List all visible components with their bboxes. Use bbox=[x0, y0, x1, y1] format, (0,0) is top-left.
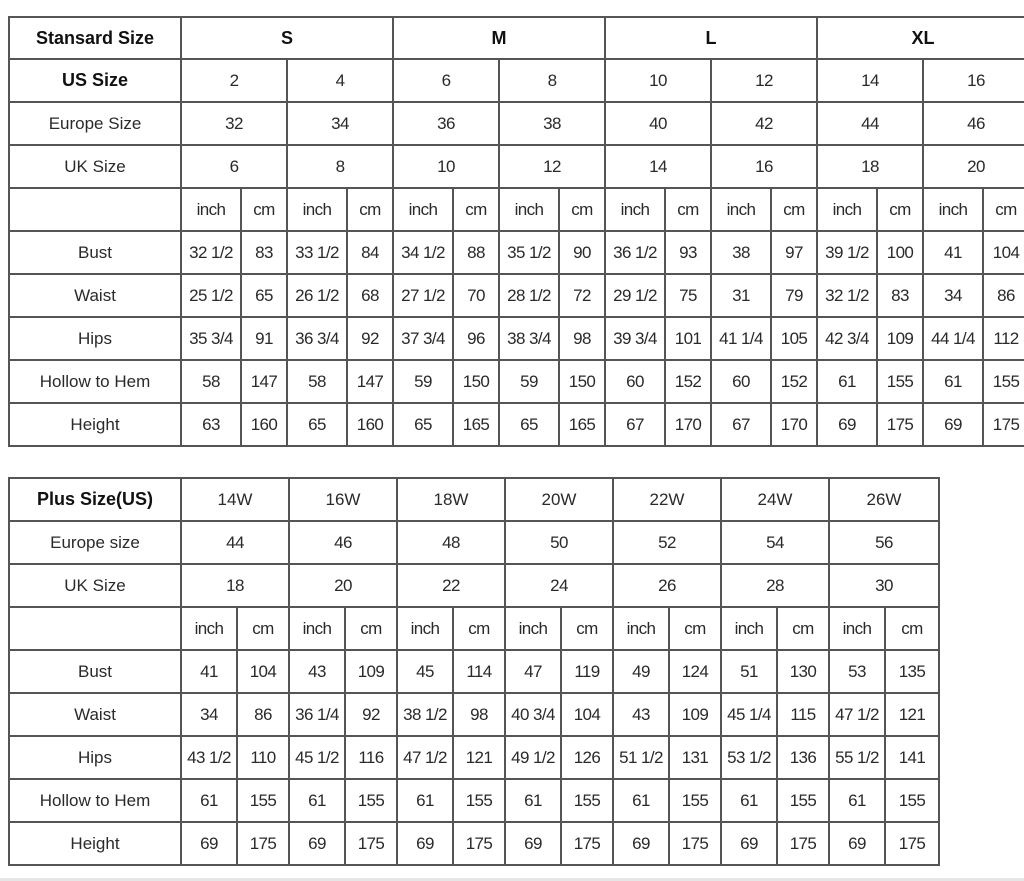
unit-label: inch bbox=[393, 188, 453, 231]
measure-value: 34 1/2 bbox=[393, 231, 453, 274]
measure-value: 155 bbox=[561, 779, 613, 822]
measure-value: 59 bbox=[499, 360, 559, 403]
size-group-s: S bbox=[181, 17, 393, 59]
size-value: 12 bbox=[711, 59, 817, 102]
unit-label: inch bbox=[605, 188, 665, 231]
measure-value: 147 bbox=[347, 360, 393, 403]
unit-label: cm bbox=[669, 607, 721, 650]
measure-value: 110 bbox=[237, 736, 289, 779]
measure-value: 155 bbox=[345, 779, 397, 822]
size-value: 8 bbox=[287, 145, 393, 188]
row-label: UK Size bbox=[9, 145, 181, 188]
measure-value: 53 bbox=[829, 650, 885, 693]
measure-value: 45 1/2 bbox=[289, 736, 345, 779]
measure-value: 32 1/2 bbox=[181, 231, 241, 274]
measure-value: 90 bbox=[559, 231, 605, 274]
measure-value: 32 1/2 bbox=[817, 274, 877, 317]
standard-size-chart bbox=[8, 16, 1024, 447]
measure-value: 175 bbox=[453, 822, 505, 865]
measure-label: Bust bbox=[9, 650, 181, 693]
measure-value: 49 1/2 bbox=[505, 736, 561, 779]
measure-value: 175 bbox=[877, 403, 923, 446]
table-row bbox=[9, 650, 939, 693]
unit-label: cm bbox=[453, 188, 499, 231]
table-row bbox=[9, 564, 939, 607]
size-value: 48 bbox=[397, 521, 505, 564]
measure-value: 65 bbox=[393, 403, 453, 446]
size-value: 20 bbox=[289, 564, 397, 607]
measure-value: 69 bbox=[613, 822, 669, 865]
measure-value: 69 bbox=[923, 403, 983, 446]
measure-value: 88 bbox=[453, 231, 499, 274]
size-value: 6 bbox=[181, 145, 287, 188]
size-value: 6 bbox=[393, 59, 499, 102]
table-row bbox=[9, 693, 939, 736]
measure-value: 35 3/4 bbox=[181, 317, 241, 360]
measure-value: 96 bbox=[453, 317, 499, 360]
measure-value: 141 bbox=[885, 736, 939, 779]
size-value: 46 bbox=[289, 521, 397, 564]
plus-size-header: Plus Size(US) bbox=[9, 478, 181, 521]
measure-label: Hollow to Hem bbox=[9, 779, 181, 822]
measure-value: 155 bbox=[983, 360, 1024, 403]
measure-value: 34 bbox=[181, 693, 237, 736]
measure-value: 51 bbox=[721, 650, 777, 693]
measure-value: 130 bbox=[777, 650, 829, 693]
measure-value: 175 bbox=[777, 822, 829, 865]
measure-value: 61 bbox=[721, 779, 777, 822]
unit-label: inch bbox=[287, 188, 347, 231]
measure-value: 92 bbox=[347, 317, 393, 360]
measure-value: 41 bbox=[181, 650, 237, 693]
size-value: 14 bbox=[817, 59, 923, 102]
unit-label: cm bbox=[885, 607, 939, 650]
measure-value: 45 bbox=[397, 650, 453, 693]
size-value: 16 bbox=[711, 145, 817, 188]
measure-value: 67 bbox=[605, 403, 665, 446]
measure-value: 131 bbox=[669, 736, 721, 779]
measure-label: Height bbox=[9, 403, 181, 446]
plus-size-26w: 26W bbox=[829, 478, 939, 521]
measure-value: 61 bbox=[923, 360, 983, 403]
measure-value: 170 bbox=[771, 403, 817, 446]
size-value: 10 bbox=[605, 59, 711, 102]
measure-value: 147 bbox=[241, 360, 287, 403]
measure-value: 26 1/2 bbox=[287, 274, 347, 317]
measure-value: 42 3/4 bbox=[817, 317, 877, 360]
table-row bbox=[9, 317, 1024, 360]
measure-value: 152 bbox=[771, 360, 817, 403]
unit-label: cm bbox=[665, 188, 711, 231]
table-row bbox=[9, 274, 1024, 317]
size-value: 12 bbox=[499, 145, 605, 188]
size-value: 18 bbox=[181, 564, 289, 607]
size-value: 40 bbox=[605, 102, 711, 145]
measure-value: 150 bbox=[453, 360, 499, 403]
unit-label: inch bbox=[817, 188, 877, 231]
size-value: 10 bbox=[393, 145, 499, 188]
row-label: Europe Size bbox=[9, 102, 181, 145]
measure-value: 31 bbox=[711, 274, 771, 317]
unit-label: inch bbox=[181, 188, 241, 231]
unit-label: inch bbox=[289, 607, 345, 650]
measure-value: 70 bbox=[453, 274, 499, 317]
table-row bbox=[9, 360, 1024, 403]
measure-value: 41 bbox=[923, 231, 983, 274]
measure-value: 175 bbox=[983, 403, 1024, 446]
measure-label: Waist bbox=[9, 274, 181, 317]
table-row bbox=[9, 59, 1024, 102]
measure-value: 75 bbox=[665, 274, 711, 317]
measure-value: 33 1/2 bbox=[287, 231, 347, 274]
measure-value: 92 bbox=[345, 693, 397, 736]
size-value: 44 bbox=[181, 521, 289, 564]
measure-value: 28 1/2 bbox=[499, 274, 559, 317]
measure-value: 51 1/2 bbox=[613, 736, 669, 779]
size-value: 38 bbox=[499, 102, 605, 145]
measure-value: 45 1/4 bbox=[721, 693, 777, 736]
measure-value: 61 bbox=[817, 360, 877, 403]
measure-value: 160 bbox=[347, 403, 393, 446]
measure-value: 47 1/2 bbox=[397, 736, 453, 779]
row-label: Europe size bbox=[9, 521, 181, 564]
measure-value: 69 bbox=[817, 403, 877, 446]
table-row bbox=[9, 102, 1024, 145]
measure-value: 155 bbox=[453, 779, 505, 822]
unit-label: inch bbox=[613, 607, 669, 650]
size-value: 2 bbox=[181, 59, 287, 102]
measure-value: 170 bbox=[665, 403, 711, 446]
unit-label: cm bbox=[241, 188, 287, 231]
measure-value: 36 3/4 bbox=[287, 317, 347, 360]
measure-value: 61 bbox=[289, 779, 345, 822]
size-value: 34 bbox=[287, 102, 393, 145]
row-label: US Size bbox=[9, 59, 181, 102]
size-value: 24 bbox=[505, 564, 613, 607]
measure-value: 104 bbox=[561, 693, 613, 736]
size-value: 32 bbox=[181, 102, 287, 145]
measure-value: 98 bbox=[559, 317, 605, 360]
measure-value: 115 bbox=[777, 693, 829, 736]
size-value: 20 bbox=[923, 145, 1024, 188]
unit-label: cm bbox=[777, 607, 829, 650]
measure-value: 39 3/4 bbox=[605, 317, 665, 360]
measure-value: 65 bbox=[499, 403, 559, 446]
size-value: 30 bbox=[829, 564, 939, 607]
size-value: 54 bbox=[721, 521, 829, 564]
measure-value: 29 1/2 bbox=[605, 274, 665, 317]
measure-value: 53 1/2 bbox=[721, 736, 777, 779]
plus-size-20w: 20W bbox=[505, 478, 613, 521]
measure-value: 65 bbox=[241, 274, 287, 317]
measure-value: 100 bbox=[877, 231, 923, 274]
measure-value: 38 3/4 bbox=[499, 317, 559, 360]
measure-value: 39 1/2 bbox=[817, 231, 877, 274]
unit-label: cm bbox=[237, 607, 289, 650]
table-row bbox=[9, 521, 939, 564]
measure-value: 105 bbox=[771, 317, 817, 360]
measure-value: 79 bbox=[771, 274, 817, 317]
measure-value: 27 1/2 bbox=[393, 274, 453, 317]
table-row bbox=[9, 736, 939, 779]
size-value: 8 bbox=[499, 59, 605, 102]
size-value: 28 bbox=[721, 564, 829, 607]
measure-value: 150 bbox=[559, 360, 605, 403]
measure-value: 155 bbox=[777, 779, 829, 822]
measure-value: 101 bbox=[665, 317, 711, 360]
size-group-m: M bbox=[393, 17, 605, 59]
measure-value: 155 bbox=[877, 360, 923, 403]
unit-label: cm bbox=[453, 607, 505, 650]
size-value: 4 bbox=[287, 59, 393, 102]
row-label: UK Size bbox=[9, 564, 181, 607]
measure-value: 69 bbox=[397, 822, 453, 865]
plus-size-24w: 24W bbox=[721, 478, 829, 521]
measure-value: 104 bbox=[983, 231, 1024, 274]
measure-value: 58 bbox=[181, 360, 241, 403]
measure-value: 109 bbox=[669, 693, 721, 736]
measure-value: 36 1/4 bbox=[289, 693, 345, 736]
unit-label: cm bbox=[877, 188, 923, 231]
measure-value: 136 bbox=[777, 736, 829, 779]
size-value: 22 bbox=[397, 564, 505, 607]
measure-value: 126 bbox=[561, 736, 613, 779]
unit-label: inch bbox=[181, 607, 237, 650]
measure-value: 112 bbox=[983, 317, 1024, 360]
size-value: 14 bbox=[605, 145, 711, 188]
size-group-row bbox=[9, 17, 1024, 59]
plus-size-14w: 14W bbox=[181, 478, 289, 521]
table-row bbox=[9, 231, 1024, 274]
unit-label: cm bbox=[347, 188, 393, 231]
measure-value: 121 bbox=[885, 693, 939, 736]
measure-label: Height bbox=[9, 822, 181, 865]
measure-value: 58 bbox=[287, 360, 347, 403]
measure-value: 25 1/2 bbox=[181, 274, 241, 317]
measure-value: 165 bbox=[559, 403, 605, 446]
measure-value: 34 bbox=[923, 274, 983, 317]
measure-value: 152 bbox=[665, 360, 711, 403]
measure-value: 68 bbox=[347, 274, 393, 317]
measure-value: 47 bbox=[505, 650, 561, 693]
measure-value: 84 bbox=[347, 231, 393, 274]
size-group-xl: XL bbox=[817, 17, 1024, 59]
unit-label: cm bbox=[561, 607, 613, 650]
measure-value: 98 bbox=[453, 693, 505, 736]
measure-value: 135 bbox=[885, 650, 939, 693]
size-value: 44 bbox=[817, 102, 923, 145]
measure-value: 121 bbox=[453, 736, 505, 779]
unit-label: cm bbox=[559, 188, 605, 231]
measure-value: 86 bbox=[983, 274, 1024, 317]
size-value: 52 bbox=[613, 521, 721, 564]
measure-value: 67 bbox=[711, 403, 771, 446]
measure-value: 63 bbox=[181, 403, 241, 446]
measure-value: 47 1/2 bbox=[829, 693, 885, 736]
measure-value: 93 bbox=[665, 231, 711, 274]
measure-value: 91 bbox=[241, 317, 287, 360]
size-value: 26 bbox=[613, 564, 721, 607]
plus-size-chart bbox=[8, 477, 940, 866]
measure-value: 83 bbox=[241, 231, 287, 274]
plus-size-18w: 18W bbox=[397, 478, 505, 521]
unit-label: inch bbox=[397, 607, 453, 650]
measure-label: Bust bbox=[9, 231, 181, 274]
measure-value: 119 bbox=[561, 650, 613, 693]
plus-size-22w: 22W bbox=[613, 478, 721, 521]
plus-size-row bbox=[9, 478, 939, 521]
measure-value: 86 bbox=[237, 693, 289, 736]
measure-value: 37 3/4 bbox=[393, 317, 453, 360]
measure-value: 69 bbox=[829, 822, 885, 865]
measure-value: 114 bbox=[453, 650, 505, 693]
unit-label: inch bbox=[829, 607, 885, 650]
measure-value: 69 bbox=[181, 822, 237, 865]
measure-value: 124 bbox=[669, 650, 721, 693]
measure-value: 155 bbox=[237, 779, 289, 822]
size-value: 50 bbox=[505, 521, 613, 564]
measure-value: 175 bbox=[885, 822, 939, 865]
size-value: 18 bbox=[817, 145, 923, 188]
measure-value: 38 1/2 bbox=[397, 693, 453, 736]
unit-row bbox=[9, 607, 939, 650]
measure-value: 41 1/4 bbox=[711, 317, 771, 360]
measure-value: 43 bbox=[613, 693, 669, 736]
measure-value: 160 bbox=[241, 403, 287, 446]
measure-label: Hips bbox=[9, 736, 181, 779]
unit-row-label bbox=[9, 188, 181, 231]
measure-value: 49 bbox=[613, 650, 669, 693]
measure-value: 43 1/2 bbox=[181, 736, 237, 779]
unit-label: inch bbox=[711, 188, 771, 231]
measure-value: 44 1/4 bbox=[923, 317, 983, 360]
unit-row-label bbox=[9, 607, 181, 650]
measure-value: 155 bbox=[885, 779, 939, 822]
table-row bbox=[9, 145, 1024, 188]
measure-value: 69 bbox=[289, 822, 345, 865]
measure-value: 60 bbox=[605, 360, 665, 403]
measure-value: 175 bbox=[345, 822, 397, 865]
measure-value: 61 bbox=[181, 779, 237, 822]
size-value: 56 bbox=[829, 521, 939, 564]
unit-label: cm bbox=[345, 607, 397, 650]
measure-value: 61 bbox=[397, 779, 453, 822]
unit-label: cm bbox=[983, 188, 1024, 231]
measure-label: Hips bbox=[9, 317, 181, 360]
unit-label: inch bbox=[721, 607, 777, 650]
measure-value: 40 3/4 bbox=[505, 693, 561, 736]
measure-value: 61 bbox=[505, 779, 561, 822]
measure-value: 60 bbox=[711, 360, 771, 403]
measure-value: 38 bbox=[711, 231, 771, 274]
unit-label: inch bbox=[923, 188, 983, 231]
measure-value: 155 bbox=[669, 779, 721, 822]
unit-label: cm bbox=[771, 188, 817, 231]
plus-size-16w: 16W bbox=[289, 478, 397, 521]
measure-value: 175 bbox=[237, 822, 289, 865]
size-value: 16 bbox=[923, 59, 1024, 102]
measure-value: 43 bbox=[289, 650, 345, 693]
measure-value: 104 bbox=[237, 650, 289, 693]
measure-value: 36 1/2 bbox=[605, 231, 665, 274]
measure-value: 69 bbox=[505, 822, 561, 865]
measure-label: Waist bbox=[9, 693, 181, 736]
size-value: 42 bbox=[711, 102, 817, 145]
unit-row bbox=[9, 188, 1024, 231]
measure-value: 116 bbox=[345, 736, 397, 779]
measure-value: 61 bbox=[829, 779, 885, 822]
measure-value: 72 bbox=[559, 274, 605, 317]
measure-value: 65 bbox=[287, 403, 347, 446]
measure-value: 35 1/2 bbox=[499, 231, 559, 274]
measure-value: 175 bbox=[669, 822, 721, 865]
table-row bbox=[9, 822, 939, 865]
measure-value: 69 bbox=[721, 822, 777, 865]
table-row bbox=[9, 779, 939, 822]
unit-label: inch bbox=[499, 188, 559, 231]
measure-value: 61 bbox=[613, 779, 669, 822]
measure-value: 59 bbox=[393, 360, 453, 403]
measure-value: 55 1/2 bbox=[829, 736, 885, 779]
standard-size-header: Stansard Size bbox=[9, 17, 181, 59]
unit-label: inch bbox=[505, 607, 561, 650]
size-value: 36 bbox=[393, 102, 499, 145]
measure-label: Hollow to Hem bbox=[9, 360, 181, 403]
size-group-l: L bbox=[605, 17, 817, 59]
measure-value: 83 bbox=[877, 274, 923, 317]
table-row bbox=[9, 403, 1024, 446]
measure-value: 109 bbox=[345, 650, 397, 693]
measure-value: 175 bbox=[561, 822, 613, 865]
size-value: 46 bbox=[923, 102, 1024, 145]
measure-value: 109 bbox=[877, 317, 923, 360]
measure-value: 97 bbox=[771, 231, 817, 274]
measure-value: 165 bbox=[453, 403, 499, 446]
